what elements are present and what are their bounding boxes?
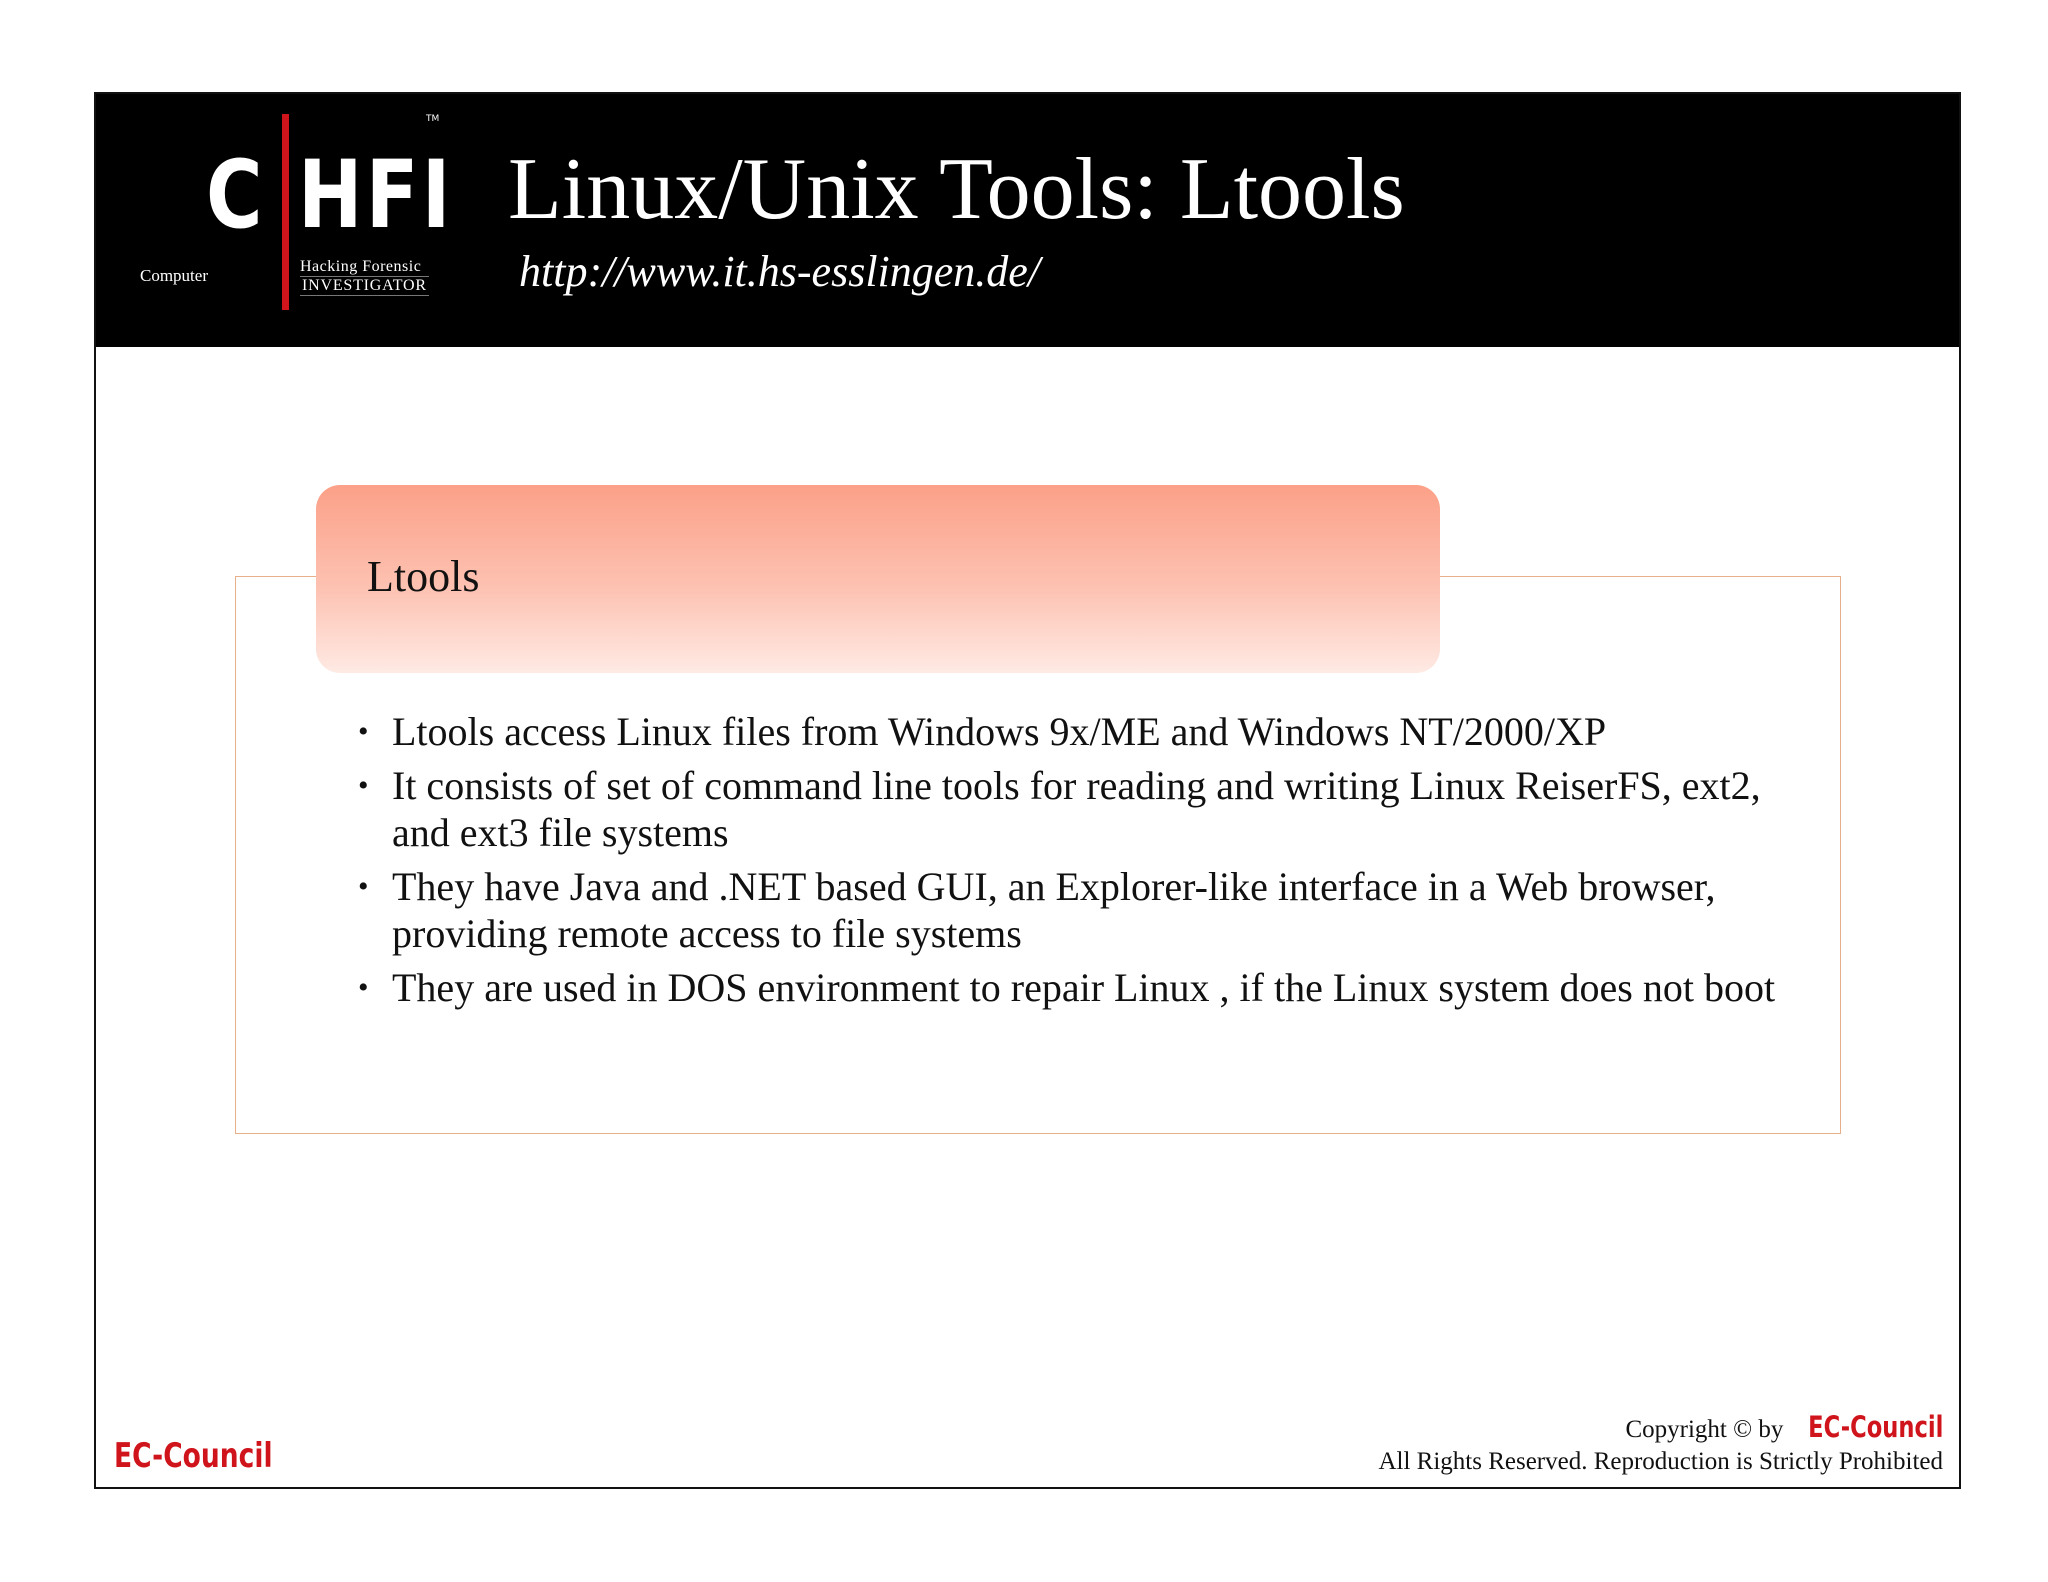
copyright-brand: EC-Council bbox=[1807, 1410, 1943, 1444]
logo-hacking-forensic-text: Hacking Forensic bbox=[300, 258, 422, 275]
rights-line: All Rights Reserved. Reproduction is Strictly Prohibited bbox=[1378, 1448, 1943, 1475]
bullet-list bbox=[358, 708, 1798, 1018]
header-bar bbox=[96, 94, 1959, 347]
copyright-notice bbox=[1378, 1411, 1943, 1478]
slide bbox=[94, 92, 1961, 1489]
logo-computer-text: Computer bbox=[140, 266, 208, 285]
panel-tab bbox=[316, 485, 1440, 673]
copyright-prefix: Copyright © by bbox=[1625, 1416, 1784, 1443]
page-title: Linux/Unix Tools: Ltools bbox=[508, 141, 1405, 238]
chfi-logo bbox=[140, 114, 454, 324]
source-url: http://www.it.hs-esslingen.de/ bbox=[519, 247, 1041, 296]
bullet-item: • They are used in DOS environment to repair Linux , if the Linux system does not boot bbox=[358, 964, 1798, 1011]
panel-tab-label: Ltools bbox=[367, 552, 480, 601]
logo-trademark: TM bbox=[426, 114, 440, 124]
logo-letters-hfi: HFI bbox=[298, 141, 454, 250]
bullet-item: • They have Java and .NET based GUI, an Explorer-like interface in a Web browser, providing remote access to file systems bbox=[358, 863, 1798, 957]
ec-council-logo: EC-Council bbox=[114, 1436, 273, 1476]
logo-investigator-text: INVESTIGATOR bbox=[302, 277, 427, 294]
bullet-item: • Ltools access Linux files from Windows 9x/ME and Windows NT/2000/XP bbox=[358, 708, 1798, 755]
logo-letter-c: C bbox=[206, 141, 263, 250]
logo-red-divider bbox=[282, 114, 289, 310]
copyright-line bbox=[1378, 1411, 1943, 1446]
bullet-item: • It consists of set of command line tools for reading and writing Linux ReiserFS, ext2, and ext3 file systems bbox=[358, 762, 1798, 856]
